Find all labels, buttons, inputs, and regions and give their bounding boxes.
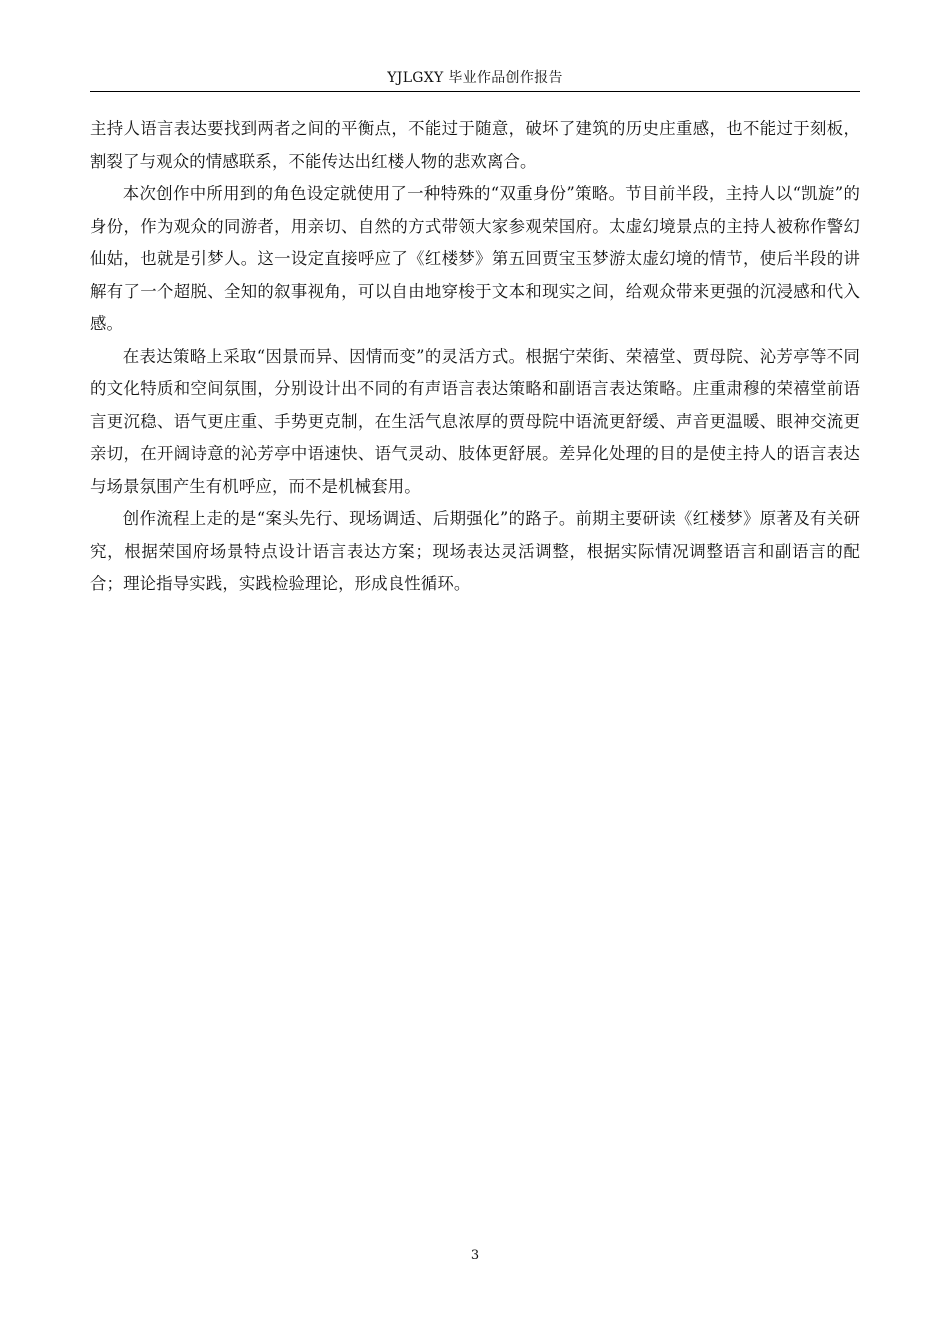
report-body (90, 113, 860, 601)
paragraph-dual-identity: 本次创作中所用到的角色设定就使用了一种特殊的“双重身份”策略。节目前半段，主持人以“凯旋”的身份，作为观众的同游者，用亲切、自然的方式带领大家参观荣国府。太虚幻境景点的主持人被称作警幻仙姑，也就是引梦人。这一设定直接呼应了《红楼梦》第五回贾宝玉梦游太虚幻境的情节，使后半段的讲解有了一个超脱、全知的叙事视角，可以自由地穿梭于文本和现实之间，给观众带来更强的沉浸感和代入感。 (90, 184, 860, 333)
running-header: YJLGXY 毕业作品创作报告 (387, 70, 563, 86)
paragraph-creation-process: 创作流程上走的是“案头先行、现场调适、后期强化”的路子。前期主要研读《红楼梦》原著及有关研究，根据荣国府场景特点设计语言表达方案；现场表达灵活调整，根据实际情况调整语言和副语言的配合；理论指导实践，实践检验理论，形成良性循环。 (90, 509, 860, 593)
page-number: 3 (470, 1248, 480, 1263)
paragraph-continued: 主持人语言表达要找到两者之间的平衡点，不能过于随意，破坏了建筑的历史庄重感，也不能过于刻板，割裂了与观众的情感联系，不能传达出红楼人物的悲欢离合。 (90, 119, 860, 171)
header-divider (90, 91, 860, 92)
paragraph-expression-strategy: 在表达策略上采取“因景而异、因情而变”的灵活方式。根据宁荣街、荣禧堂、贾母院、沁芳亭等不同的文化特质和空间氛围，分别设计出不同的有声语言表达策略和副语言表达策略。庄重肃穆的荣禧堂前语言更沉稳、语气更庄重、手势更克制，在生活气息浓厚的贾母院中语流更舒缓、声音更温暖、眼神交流更亲切，在开阔诗意的沁芳亭中语速快、语气灵动、肢体更舒展。差异化处理的目的是使主持人的语言表达与场景氛围产生有机呼应，而不是机械套用。 (90, 346, 860, 496)
